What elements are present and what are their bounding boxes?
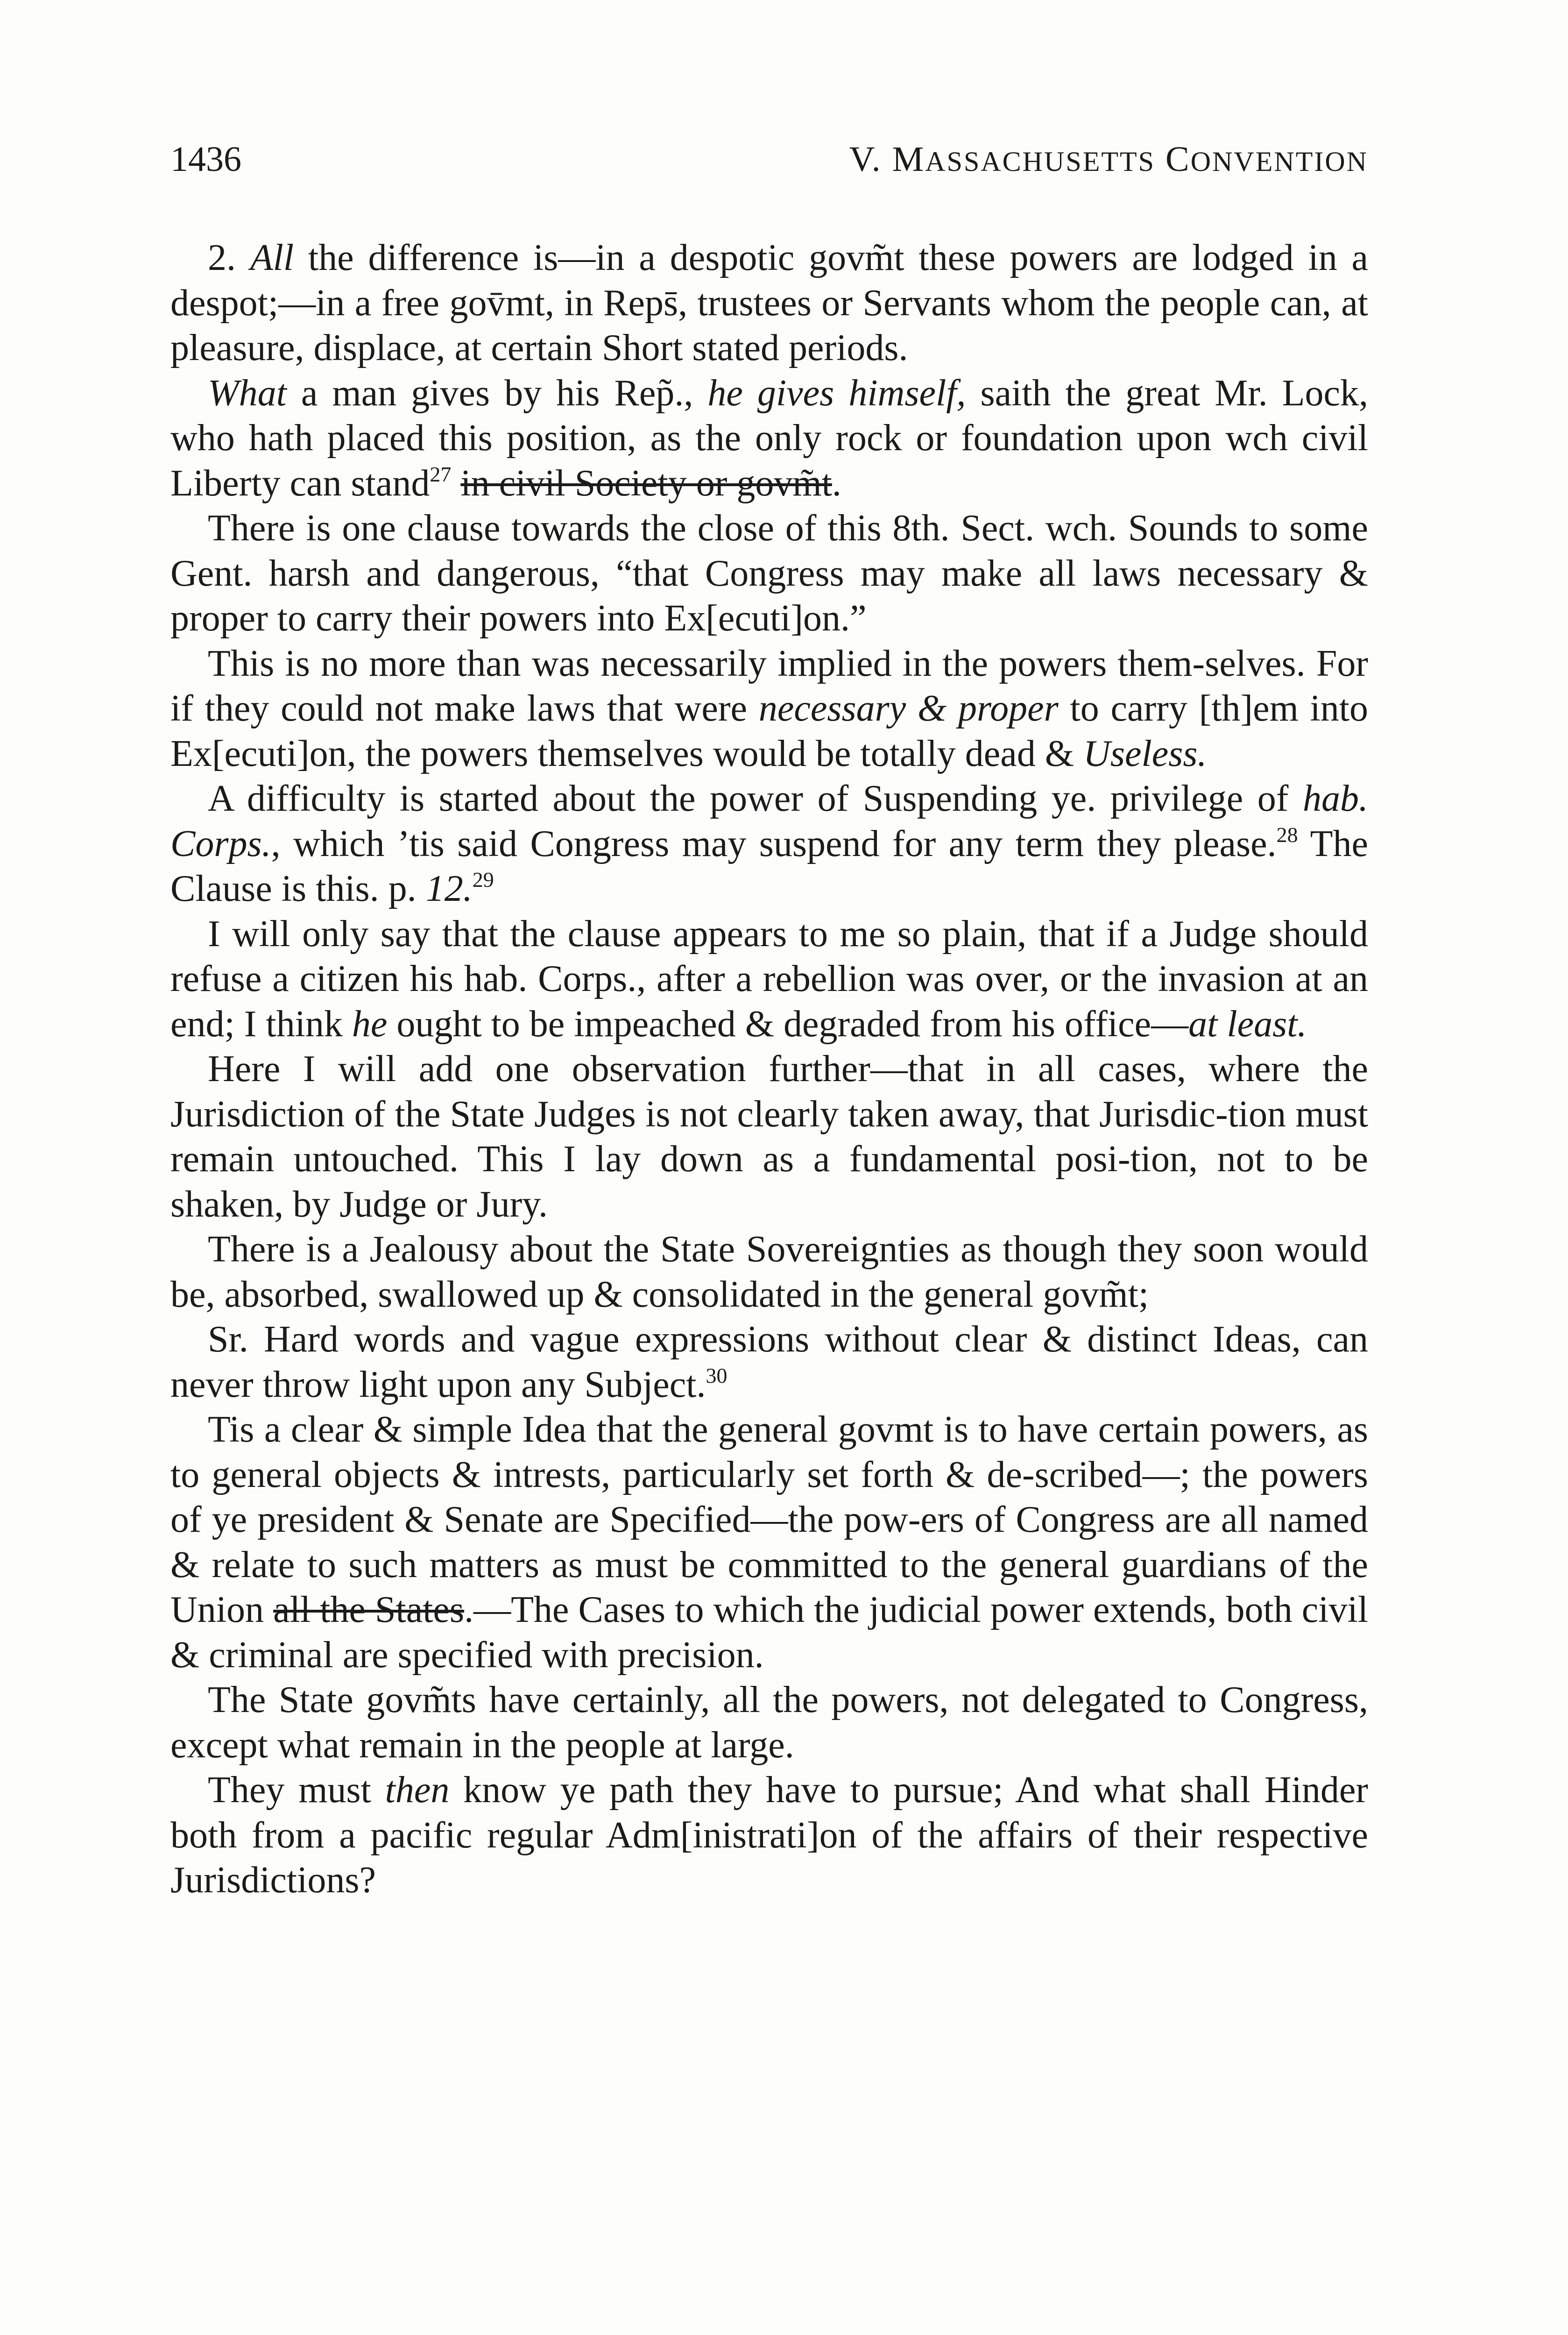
italic-text: then bbox=[385, 1769, 450, 1811]
italic-text: Useless. bbox=[1083, 733, 1207, 774]
text-run: I will only say that the clause appears to me so plain, that if a Judge should refuse a citizen his hab. Corps., after a rebellion was over, or the invasion at an end; I think bbox=[170, 913, 1377, 1045]
footnote-reference: 28 bbox=[1276, 822, 1298, 847]
section-title-part: V. M bbox=[849, 140, 925, 179]
text-run: ought to be impeached & degraded from his office— bbox=[387, 1003, 1189, 1045]
text-run: the difference is—in a despotic govm̃t these powers are lodged in a despot;—in a free gov̄mt, in Reps̄, trustees or Servants whom the people can, at pleasure, displace, at certain Short stated periods. bbox=[170, 237, 1378, 368]
paragraph bbox=[170, 1317, 1377, 1407]
footnote-reference: 29 bbox=[472, 868, 494, 892]
text-run bbox=[451, 463, 460, 504]
paragraph bbox=[170, 1407, 1377, 1677]
text-run: There is a Jealousy about the State Sovereignties as though they soon would be, absorbed, swallowed up & consolidated in the general govm̃t; bbox=[170, 1229, 1377, 1315]
italic-text: What bbox=[208, 372, 287, 414]
text-run: to carry [th]em into Ex[ecuti]on, the powers themselves would be totally dead & bbox=[170, 688, 1378, 774]
text-run: This is no more than was necessarily implied in the powers them-selves. For if they could not make laws that were bbox=[170, 643, 1377, 729]
italic-text: he gives himself, bbox=[707, 372, 966, 414]
italic-text: he bbox=[352, 1003, 388, 1045]
text-run: , which ’tis said Congress may suspend for any term they please. bbox=[271, 823, 1277, 864]
text-run: Sr. Hard words and vague expressions without clear & distinct Ideas, can never throw light upon any Subject. bbox=[170, 1319, 1377, 1405]
section-title bbox=[849, 139, 1368, 180]
text-run: Here I will add one observation further—that in all cases, where the Jurisdiction of the State Judges is not clearly taken away, that Jurisdic-tion must remain untouched. This I lay down as a fundamental posi-tion, not to be shaken, by Judge or Jury. bbox=[170, 1048, 1377, 1225]
paragraph bbox=[170, 506, 1377, 641]
text-run: The State govm̃ts have certainly, all the powers, not delegated to Congress, except what remain in the people at large. bbox=[170, 1679, 1377, 1766]
italic-text: necessary & proper bbox=[758, 688, 1059, 729]
italic-text: 12. bbox=[425, 868, 473, 909]
running-head bbox=[170, 139, 1368, 195]
paragraph bbox=[170, 1677, 1377, 1768]
italic-text: at least. bbox=[1188, 1003, 1307, 1045]
paragraph bbox=[170, 912, 1377, 1047]
text-run: There is one clause towards the close of this 8th. Sect. wch. Sounds to some Gent. harsh and dangerous, “that Congress may make all laws necessary & proper to carry their powers into Ex[ecuti]on.” bbox=[170, 508, 1377, 639]
paragraph bbox=[170, 641, 1378, 777]
text-run: The Clause is this. p. bbox=[170, 823, 1377, 909]
section-title-part: ASSACHUSETTS bbox=[925, 146, 1156, 177]
text-run: They must bbox=[208, 1769, 385, 1811]
paragraph bbox=[170, 371, 1377, 506]
section-title-part: C bbox=[1155, 140, 1191, 179]
section-title-part: ONVENTION bbox=[1190, 146, 1368, 177]
struck-text: in civil Society or govm̃t bbox=[460, 462, 832, 504]
paragraph bbox=[170, 1227, 1377, 1317]
paragraph bbox=[170, 1768, 1377, 1903]
paragraph bbox=[170, 1047, 1377, 1227]
text-run: A difficulty is started about the power of Suspending ye. privilege of bbox=[208, 778, 1303, 819]
text-run: know ye path they have to pursue; And what shall Hinder both from a pacific regular Adm[inistrati]on of the affairs of their respective Jurisdictions? bbox=[170, 1769, 1377, 1901]
text-run: .—The Cases to which the judicial power extends, both civil & criminal are specified with precision. bbox=[170, 1589, 1377, 1676]
text-run: a man gives by his Rep̃., bbox=[286, 372, 708, 414]
text-run: . bbox=[832, 462, 841, 504]
italic-text: All bbox=[250, 237, 294, 278]
text-run: 2. bbox=[208, 237, 250, 278]
italic-text: hab. Corps. bbox=[170, 778, 1377, 864]
paragraph bbox=[170, 776, 1377, 912]
page-number: 1436 bbox=[170, 140, 241, 179]
text-run: saith the great Mr. Lock, who hath placed this position, as the only rock or foundation upon wch civil Liberty can stand bbox=[170, 372, 1377, 504]
body-text bbox=[170, 235, 1378, 1903]
footnote-reference: 30 bbox=[706, 1363, 727, 1387]
struck-text: all the States bbox=[273, 1589, 465, 1630]
text-run: Tis a clear & simple Idea that the general govmt is to have certain powers, as to general objects & intrests, particularly set forth & de-scribed—; the powers of ye president & Senate are Specified—the pow-ers of Congress are all named & relate to such matters as must be committed to the general guardians of the Union bbox=[170, 1409, 1377, 1630]
footnote-reference: 27 bbox=[430, 462, 452, 486]
paragraph bbox=[170, 235, 1378, 371]
